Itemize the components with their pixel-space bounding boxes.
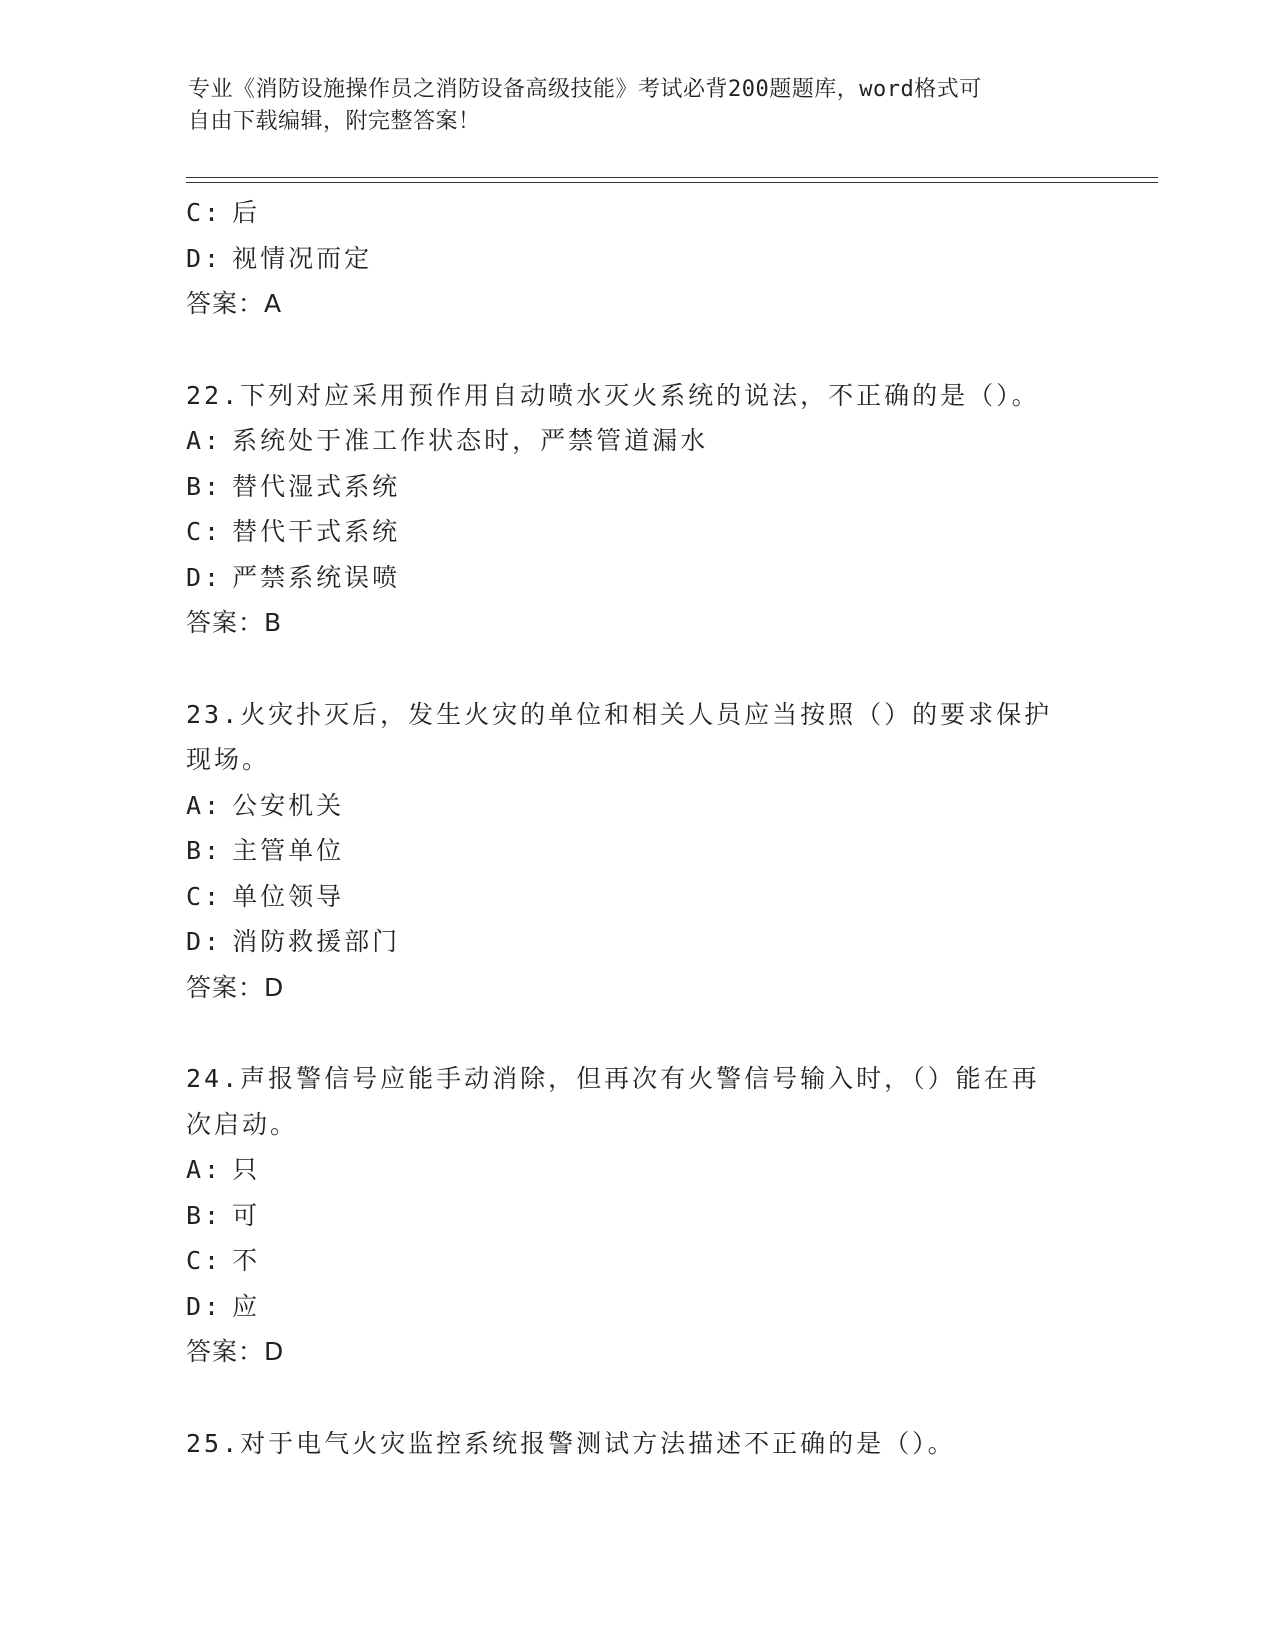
- question-24-text: 24.声报警信号应能手动消除，但再次有火警信号输入时，（）能在再次启动。: [186, 1064, 1040, 1139]
- header-rule-top: [186, 177, 1158, 178]
- header-line-1: 专业《消防设施操作员之消防设备高级技能》考试必背200题题库，word格式可: [188, 77, 982, 102]
- question-22-text: 22.下列对应采用预作用自动喷水灭火系统的说法，不正确的是（）。: [186, 380, 1040, 410]
- answer-line: 答案：D: [186, 1337, 285, 1366]
- option-c: C: 后: [186, 198, 261, 227]
- answer-line: 答案：D: [186, 972, 285, 1002]
- header-line-2: 自由下载编辑，附完整答案！: [188, 109, 481, 134]
- option-b: B: 可: [186, 1200, 261, 1230]
- option-d: D: 严禁系统误喷: [186, 562, 401, 592]
- document-header: [188, 74, 1088, 138]
- question-25-text: 25.对于电气火灾监控系统报警测试方法描述不正确的是（）。: [186, 1428, 956, 1458]
- header-rule-bottom: [186, 182, 1158, 183]
- option-d: D: 视情况而定: [186, 243, 373, 273]
- question-23-text: 23.火灾扑灭后，发生火灾的单位和相关人员应当按照（）的要求保护现场。: [186, 699, 1053, 774]
- question-list: [186, 190, 1086, 1466]
- option-a: A: 系统处于准工作状态时，严禁管道漏水: [186, 426, 709, 455]
- option-c: C: 替代干式系统: [186, 517, 401, 546]
- option-b: B: 主管单位: [186, 836, 345, 865]
- answer-line: 答案：A: [186, 289, 283, 318]
- option-a: A: 只: [186, 1155, 261, 1184]
- option-b: B: 替代湿式系统: [186, 471, 401, 501]
- option-d: D: 应: [186, 1291, 261, 1321]
- answer-line: 答案：B: [186, 608, 283, 637]
- option-d: D: 消防救援部门: [186, 927, 401, 956]
- option-a: A: 公安机关: [186, 790, 345, 820]
- option-c: C: 不: [186, 1246, 261, 1275]
- option-c: C: 单位领导: [186, 881, 345, 911]
